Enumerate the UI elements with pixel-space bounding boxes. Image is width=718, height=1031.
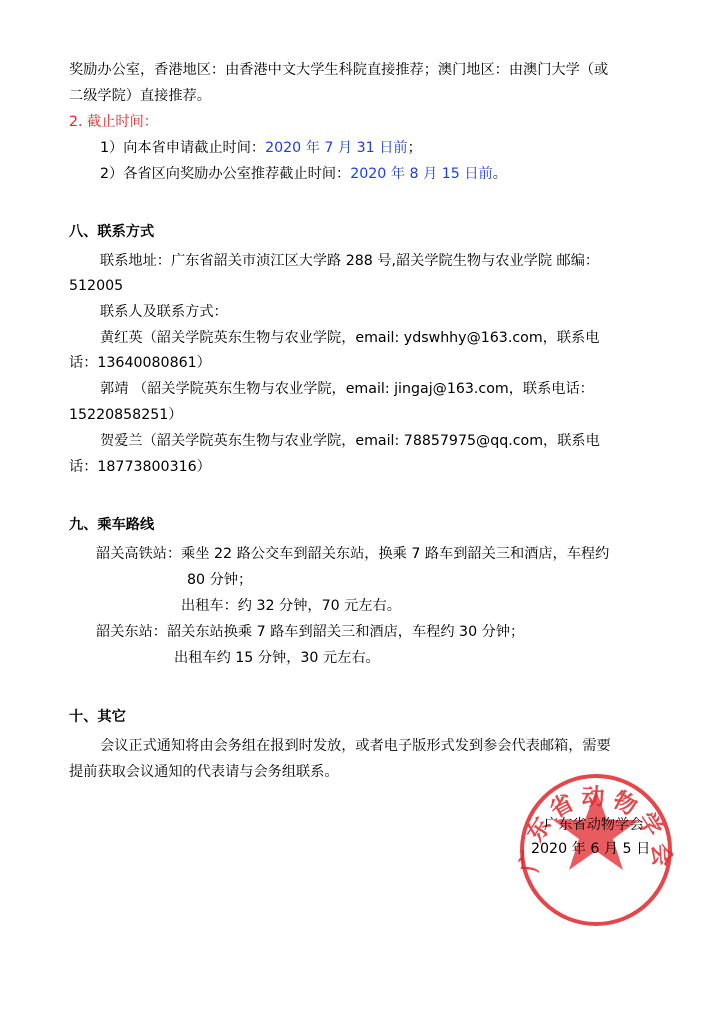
deadline-item-1-prefix: 1）向本省申请截止时间： <box>100 140 266 156</box>
contact-person: 贺爱兰（韶关学院英东生物与农业学院，email: 78857975@qq.com，联系电 <box>100 433 600 449</box>
route-line: 韶关高铁站：乘坐 22 路公交车到韶关东站，换乘 7 路车到韶关三和酒店，车程约 <box>96 546 610 562</box>
deadline-item-1-date: 2020 年 7 月 31 日前 <box>265 140 408 156</box>
deadline-heading: 2. 截止时间： <box>69 114 158 130</box>
contact-person: 郭靖 （韶关学院英东生物与农业学院，email: jingaj@163.com，联系电话： <box>100 381 594 397</box>
signature-date: 2020 年 6 月 5 日 <box>531 841 651 857</box>
route-line: 出租车：约 32 分钟，70 元左右。 <box>181 598 401 614</box>
contact-person-cont: 话：13640080861） <box>69 355 211 371</box>
other-line: 提前获取会议通知的代表请与会务组联系。 <box>69 764 339 780</box>
deadline-item-2-prefix: 2）各省区向奖励办公室推荐截止时间： <box>100 166 351 182</box>
deadline-item-1 <box>100 138 422 158</box>
contact-person-cont: 话：18773800316） <box>69 459 211 475</box>
seal-text: 广东省动物学会 <box>516 783 676 874</box>
other-line: 会议正式通知将由会务组在报到时发放，或者电子版形式发到参会代表邮箱，需要 <box>100 738 611 754</box>
route-line: 韶关东站：韶关东站换乘 7 路车到韶关三和酒店，车程约 30 分钟； <box>96 624 525 640</box>
para-line: 二级学院）直接推荐。 <box>69 88 211 104</box>
contact-person: 黄红英（韶关学院英东生物与农业学院，email: ydswhhy@163.com，联系电 <box>100 330 600 346</box>
route-line: 出租车约 15 分钟，30 元左右。 <box>174 650 380 666</box>
contact-person-cont: 15220858251） <box>69 407 183 423</box>
contact-heading: 八、联系方式 <box>69 224 155 240</box>
deadline-item-2 <box>100 164 507 184</box>
contact-postcode: 512005 <box>69 278 124 294</box>
deadline-item-2-end: 。 <box>492 166 507 182</box>
deadline-item-2-date: 2020 年 8 月 15 日前 <box>350 166 493 182</box>
contact-people-label: 联系人及联系方式： <box>100 304 228 320</box>
deadline-item-1-end: ； <box>407 140 422 156</box>
route-line: 80 分钟； <box>187 572 253 588</box>
signature-org: 广东省动物学会 <box>544 817 644 833</box>
contact-address: 联系地址：广东省韶关市浈江区大学路 288 号,韶关学院生物与农业学院 邮编： <box>100 253 600 269</box>
route-heading: 九、乘车路线 <box>69 517 155 533</box>
other-heading: 十、其它 <box>69 709 126 725</box>
para-line: 奖励办公室，香港地区：由香港中文大学生科院直接推荐；澳门地区：由澳门大学（或 <box>69 62 609 78</box>
